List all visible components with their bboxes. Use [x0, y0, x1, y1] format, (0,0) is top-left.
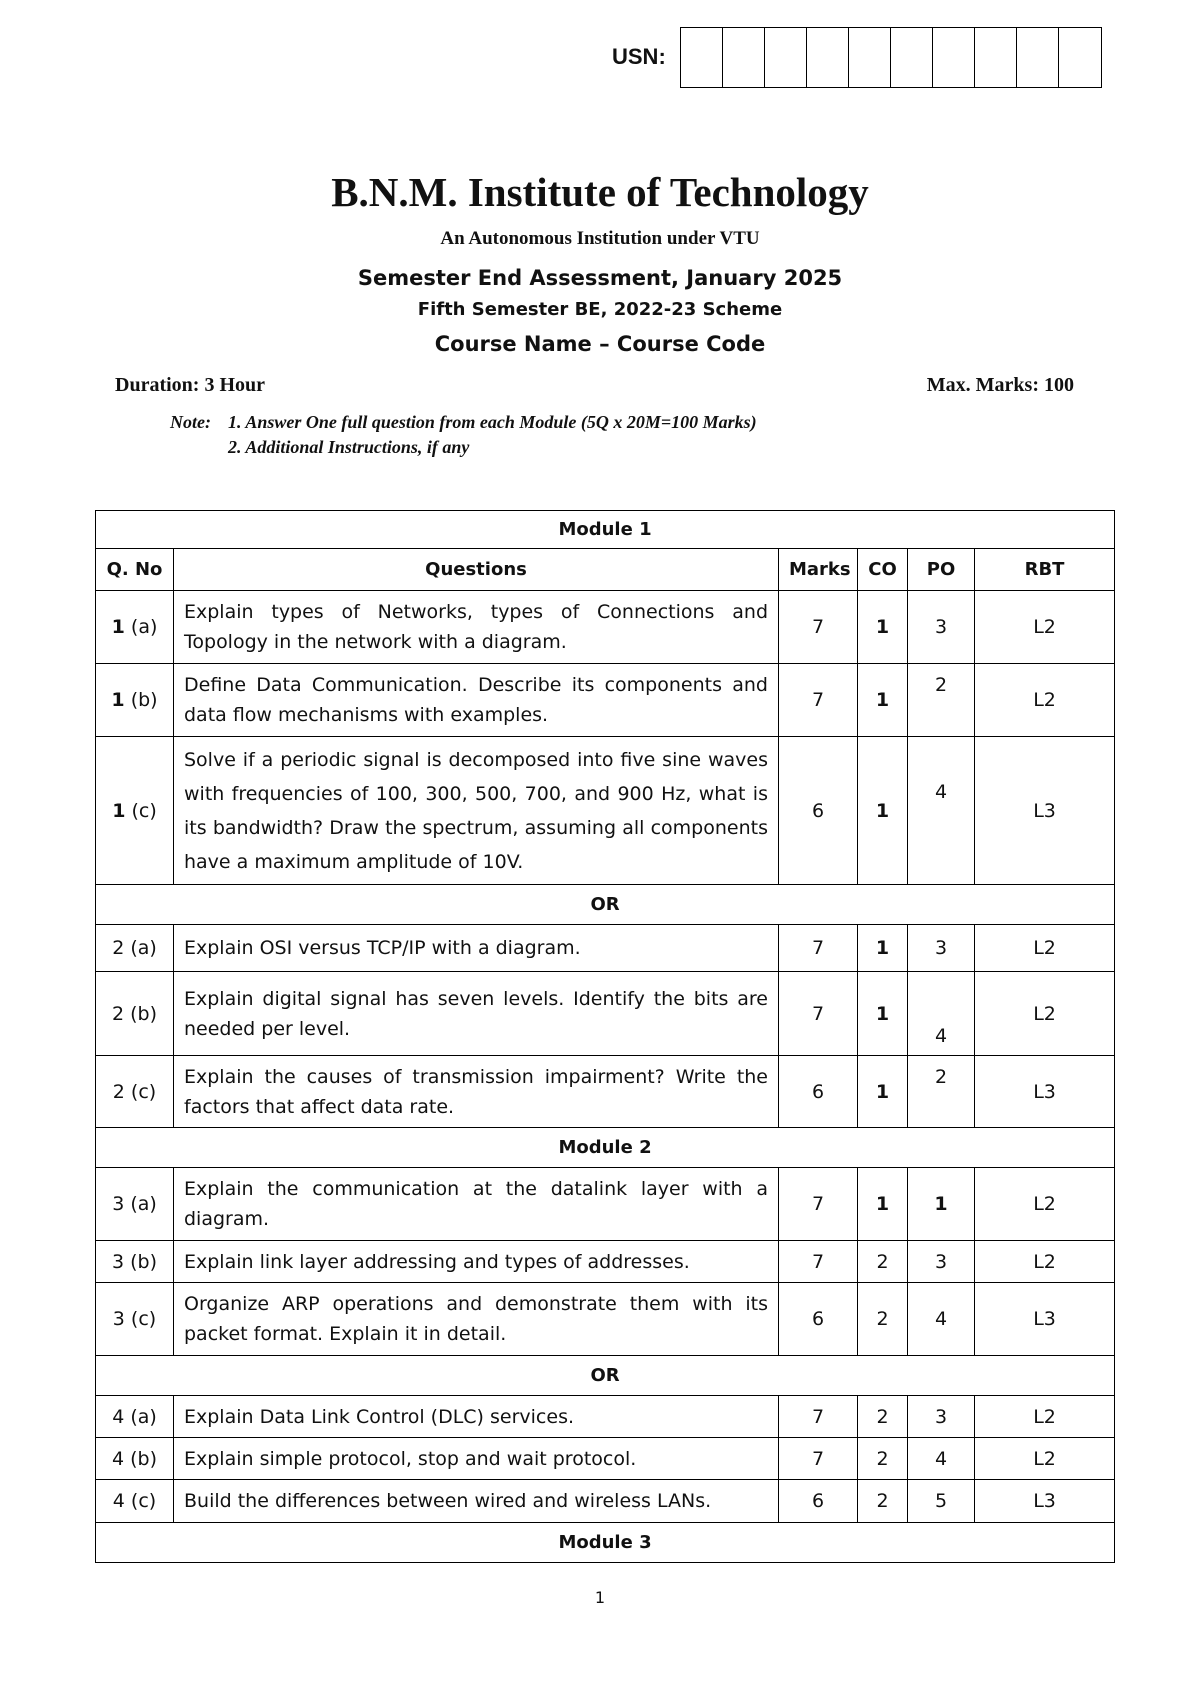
question-text: Explain the causes of transmission impairment? Write the factors that affect data rate. [174, 1056, 779, 1128]
column-header: RBT [975, 549, 1115, 591]
po-cell: 5 [908, 1480, 975, 1523]
usn-box [891, 28, 933, 87]
question-text: Explain types of Networks, types of Connections and Topology in the network with a diagram. [174, 591, 779, 664]
question-text: Explain digital signal has seven levels. Identify the bits are needed per level. [174, 972, 779, 1056]
or-divider: OR [96, 885, 1115, 925]
usn-box [681, 28, 723, 87]
usn-block [612, 27, 1102, 88]
po-cell: 4 [908, 972, 975, 1056]
question-number: 4 (b) [96, 1438, 174, 1480]
rbt-cell: L2 [975, 972, 1115, 1056]
rbt-cell: L2 [975, 1168, 1115, 1241]
duration: Duration: 3 Hour [115, 374, 265, 396]
module-heading: Module 1 [96, 511, 1115, 549]
question-text: Organize ARP operations and demonstrate them with its packet format. Explain it in detail. [174, 1283, 779, 1356]
column-header: Q. No [96, 549, 174, 591]
po-cell: 3 [908, 925, 975, 972]
table-row [96, 1241, 1115, 1283]
marks-cell: 6 [779, 1480, 858, 1523]
rbt-cell: L2 [975, 1438, 1115, 1480]
marks-cell: 6 [779, 737, 858, 885]
co-cell: 1 [858, 664, 908, 737]
rbt-cell: L3 [975, 1283, 1115, 1356]
po-cell: 1 [908, 1168, 975, 1241]
marks-cell: 7 [779, 1168, 858, 1241]
rbt-cell: L3 [975, 1480, 1115, 1523]
po-cell: 4 [908, 1438, 975, 1480]
question-number: 1 (a) [96, 591, 174, 664]
po-cell: 2 [908, 1056, 975, 1128]
note-line-1: 1. Answer One full question from each Module (5Q x 20M=100 Marks) [228, 412, 757, 432]
marks-cell: 7 [779, 972, 858, 1056]
co-cell: 2 [858, 1283, 908, 1356]
page-number: 1 [594, 1588, 606, 1607]
column-header: PO [908, 549, 975, 591]
po-cell: 2 [908, 664, 975, 737]
note-line-2: 2. Additional Instructions, if any [228, 437, 470, 457]
po-cell: 3 [908, 591, 975, 664]
table-row [96, 1480, 1115, 1523]
question-text: Explain Data Link Control (DLC) services. [174, 1396, 779, 1438]
co-cell: 1 [858, 925, 908, 972]
or-divider: OR [96, 1356, 1115, 1396]
po-cell: 4 [908, 737, 975, 885]
usn-box [1059, 28, 1101, 87]
marks-cell: 6 [779, 1056, 858, 1128]
question-number: 1 (b) [96, 664, 174, 737]
marks-cell: 7 [779, 591, 858, 664]
module-heading: Module 3 [96, 1523, 1115, 1563]
usn-box [807, 28, 849, 87]
po-cell: 3 [908, 1396, 975, 1438]
column-header: CO [858, 549, 908, 591]
table-row [96, 664, 1115, 737]
course-name: Course Name – Course Code [434, 332, 766, 356]
max-marks: Max. Marks: 100 [926, 374, 1074, 396]
co-cell: 1 [858, 591, 908, 664]
question-number: 4 (a) [96, 1396, 174, 1438]
usn-label: USN: [612, 43, 666, 69]
question-text: Define Data Communication. Describe its components and data flow mechanisms with examples. [174, 664, 779, 737]
co-cell: 1 [858, 1056, 908, 1128]
marks-cell: 7 [779, 664, 858, 737]
usn-box [849, 28, 891, 87]
usn-box [765, 28, 807, 87]
question-text: Explain OSI versus TCP/IP with a diagram. [174, 925, 779, 972]
question-number: 4 (c) [96, 1480, 174, 1523]
institute-title: B.N.M. Institute of Technology [331, 169, 869, 215]
institute-subtitle: An Autonomous Institution under VTU [440, 228, 760, 249]
question-text: Explain simple protocol, stop and wait protocol. [174, 1438, 779, 1480]
usn-box [723, 28, 765, 87]
module-heading: Module 2 [96, 1128, 1115, 1168]
question-text: Solve if a periodic signal is decomposed into five sine waves with frequencies of 100, 300, 500, 700, and 900 Hz, what is its bandwidth? Draw the spectrum, assuming all components have a maximum amplitude of 10V. [174, 737, 779, 885]
column-header: Questions [174, 549, 779, 591]
co-cell: 1 [858, 737, 908, 885]
marks-cell: 7 [779, 1396, 858, 1438]
rbt-cell: L2 [975, 591, 1115, 664]
po-cell: 3 [908, 1241, 975, 1283]
co-cell: 1 [858, 972, 908, 1056]
rbt-cell: L2 [975, 664, 1115, 737]
table-row [96, 1168, 1115, 1241]
rbt-cell: L3 [975, 737, 1115, 885]
rbt-cell: L2 [975, 925, 1115, 972]
co-cell: 2 [858, 1438, 908, 1480]
marks-cell: 6 [779, 1283, 858, 1356]
question-number: 3 (c) [96, 1283, 174, 1356]
usn-boxes [680, 27, 1102, 88]
question-number: 3 (b) [96, 1241, 174, 1283]
table-row [96, 972, 1115, 1056]
question-number: 2 (b) [96, 972, 174, 1056]
usn-box [1017, 28, 1059, 87]
marks-cell: 7 [779, 925, 858, 972]
question-table [95, 510, 1115, 1563]
question-text: Explain link layer addressing and types of addresses. [174, 1241, 779, 1283]
semester-scheme: Fifth Semester BE, 2022-23 Scheme [417, 299, 783, 320]
question-text: Build the differences between wired and wireless LANs. [174, 1480, 779, 1523]
table-row [96, 1283, 1115, 1356]
table-row [96, 1056, 1115, 1128]
usn-box [933, 28, 975, 87]
table-row [96, 925, 1115, 972]
marks-cell: 7 [779, 1241, 858, 1283]
table-header-row [96, 549, 1115, 591]
question-number: 1 (c) [96, 737, 174, 885]
question-number: 2 (a) [96, 925, 174, 972]
assessment-title: Semester End Assessment, January 2025 [357, 266, 843, 290]
instructions-note [170, 410, 757, 460]
usn-box [975, 28, 1017, 87]
question-text: Explain the communication at the datalink layer with a diagram. [174, 1168, 779, 1241]
question-number: 2 (c) [96, 1056, 174, 1128]
marks-cell: 7 [779, 1438, 858, 1480]
co-cell: 2 [858, 1396, 908, 1438]
co-cell: 1 [858, 1168, 908, 1241]
po-cell: 4 [908, 1283, 975, 1356]
table-row [96, 1396, 1115, 1438]
column-header: Marks [779, 549, 858, 591]
question-number: 3 (a) [96, 1168, 174, 1241]
rbt-cell: L2 [975, 1241, 1115, 1283]
table-row [96, 1438, 1115, 1480]
co-cell: 2 [858, 1480, 908, 1523]
rbt-cell: L2 [975, 1396, 1115, 1438]
table-row [96, 737, 1115, 885]
table-row [96, 591, 1115, 664]
note-label: Note: [170, 412, 211, 432]
co-cell: 2 [858, 1241, 908, 1283]
rbt-cell: L3 [975, 1056, 1115, 1128]
